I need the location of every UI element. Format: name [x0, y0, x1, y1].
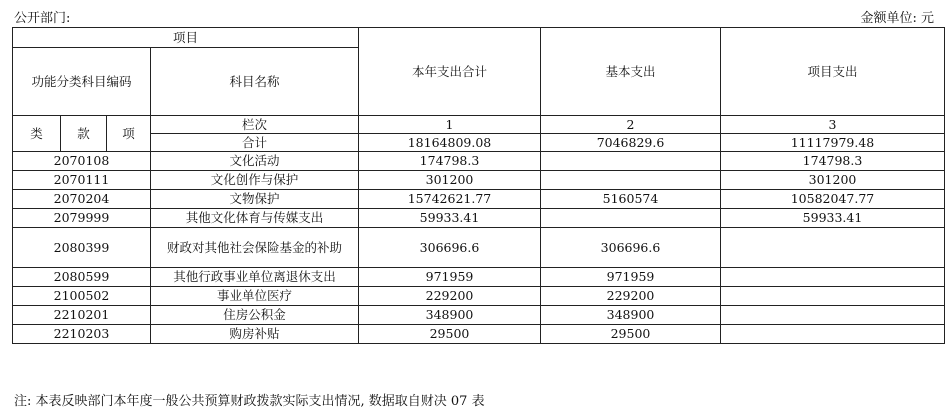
- row-name: 财政对其他社会保险基金的补助: [151, 228, 359, 268]
- table-row: [13, 268, 945, 287]
- total-header: 本年支出合计: [359, 28, 541, 116]
- row-basic: 5160574: [541, 190, 721, 209]
- row-code: 2210203: [13, 325, 151, 344]
- table-row: [13, 209, 945, 228]
- sum-project: 11117979.48: [721, 134, 945, 152]
- table-row: [13, 190, 945, 209]
- unit-label: 金额单位: 元: [860, 11, 934, 26]
- row-project: 10582047.77: [721, 190, 945, 209]
- row-basic: [541, 209, 721, 228]
- sum-basic: 7046829.6: [541, 134, 721, 152]
- row-name: 文化活动: [151, 152, 359, 171]
- column-order-label: 栏次: [151, 116, 359, 134]
- row-basic: [541, 171, 721, 190]
- name-header: 科目名称: [151, 48, 359, 116]
- row-total: 174798.3: [359, 152, 541, 171]
- sum-total: 18164809.08: [359, 134, 541, 152]
- row-total: 29500: [359, 325, 541, 344]
- row-basic: 229200: [541, 287, 721, 306]
- row-name: 其他文化体育与传媒支出: [151, 209, 359, 228]
- table-row: [13, 228, 945, 268]
- row-project: [721, 306, 945, 325]
- row-project: [721, 287, 945, 306]
- row-basic: 971959: [541, 268, 721, 287]
- row-total: 306696.6: [359, 228, 541, 268]
- row-project: 174798.3: [721, 152, 945, 171]
- row-code: 2070111: [13, 171, 151, 190]
- row-code: 2210201: [13, 306, 151, 325]
- row-basic: 29500: [541, 325, 721, 344]
- row-project: [721, 325, 945, 344]
- col3-label: 3: [721, 116, 945, 134]
- basic-header: 基本支出: [541, 28, 721, 116]
- row-code: 2070204: [13, 190, 151, 209]
- row-total: 301200: [359, 171, 541, 190]
- lei-header: 类: [13, 116, 61, 152]
- table-row: [13, 152, 945, 171]
- row-code: 2070108: [13, 152, 151, 171]
- row-total: 59933.41: [359, 209, 541, 228]
- row-name: 购房补贴: [151, 325, 359, 344]
- department-label: 公开部门:: [14, 11, 71, 26]
- sum-label: 合计: [151, 134, 359, 152]
- row-project: 301200: [721, 171, 945, 190]
- xiang-header: 项: [107, 116, 151, 152]
- code-header: 功能分类科目编码: [13, 48, 151, 116]
- row-code: 2080599: [13, 268, 151, 287]
- item-header: 项目: [13, 28, 359, 48]
- row-total: 15742621.77: [359, 190, 541, 209]
- table-row: [13, 287, 945, 306]
- project-header: 项目支出: [721, 28, 945, 116]
- row-basic: 348900: [541, 306, 721, 325]
- kuan-header: 款: [61, 116, 107, 152]
- row-basic: 306696.6: [541, 228, 721, 268]
- row-name: 住房公积金: [151, 306, 359, 325]
- row-name: 其他行政事业单位离退休支出: [151, 268, 359, 287]
- row-name: 事业单位医疗: [151, 287, 359, 306]
- row-code: 2100502: [13, 287, 151, 306]
- table-row: [13, 325, 945, 344]
- table-row: [13, 306, 945, 325]
- row-project: [721, 228, 945, 268]
- row-project: [721, 268, 945, 287]
- table-row: [13, 171, 945, 190]
- row-code: 2080399: [13, 228, 151, 268]
- row-project: 59933.41: [721, 209, 945, 228]
- row-name: 文物保护: [151, 190, 359, 209]
- col1-label: 1: [359, 116, 541, 134]
- row-basic: [541, 152, 721, 171]
- row-total: 971959: [359, 268, 541, 287]
- row-total: 348900: [359, 306, 541, 325]
- row-code: 2079999: [13, 209, 151, 228]
- expenditure-table: [12, 27, 945, 344]
- footnote: 注: 本表反映部门本年度一般公共预算财政拨款实际支出情况, 数据取自财决 07 表: [14, 394, 485, 409]
- col2-label: 2: [541, 116, 721, 134]
- row-name: 文化创作与保护: [151, 171, 359, 190]
- row-total: 229200: [359, 287, 541, 306]
